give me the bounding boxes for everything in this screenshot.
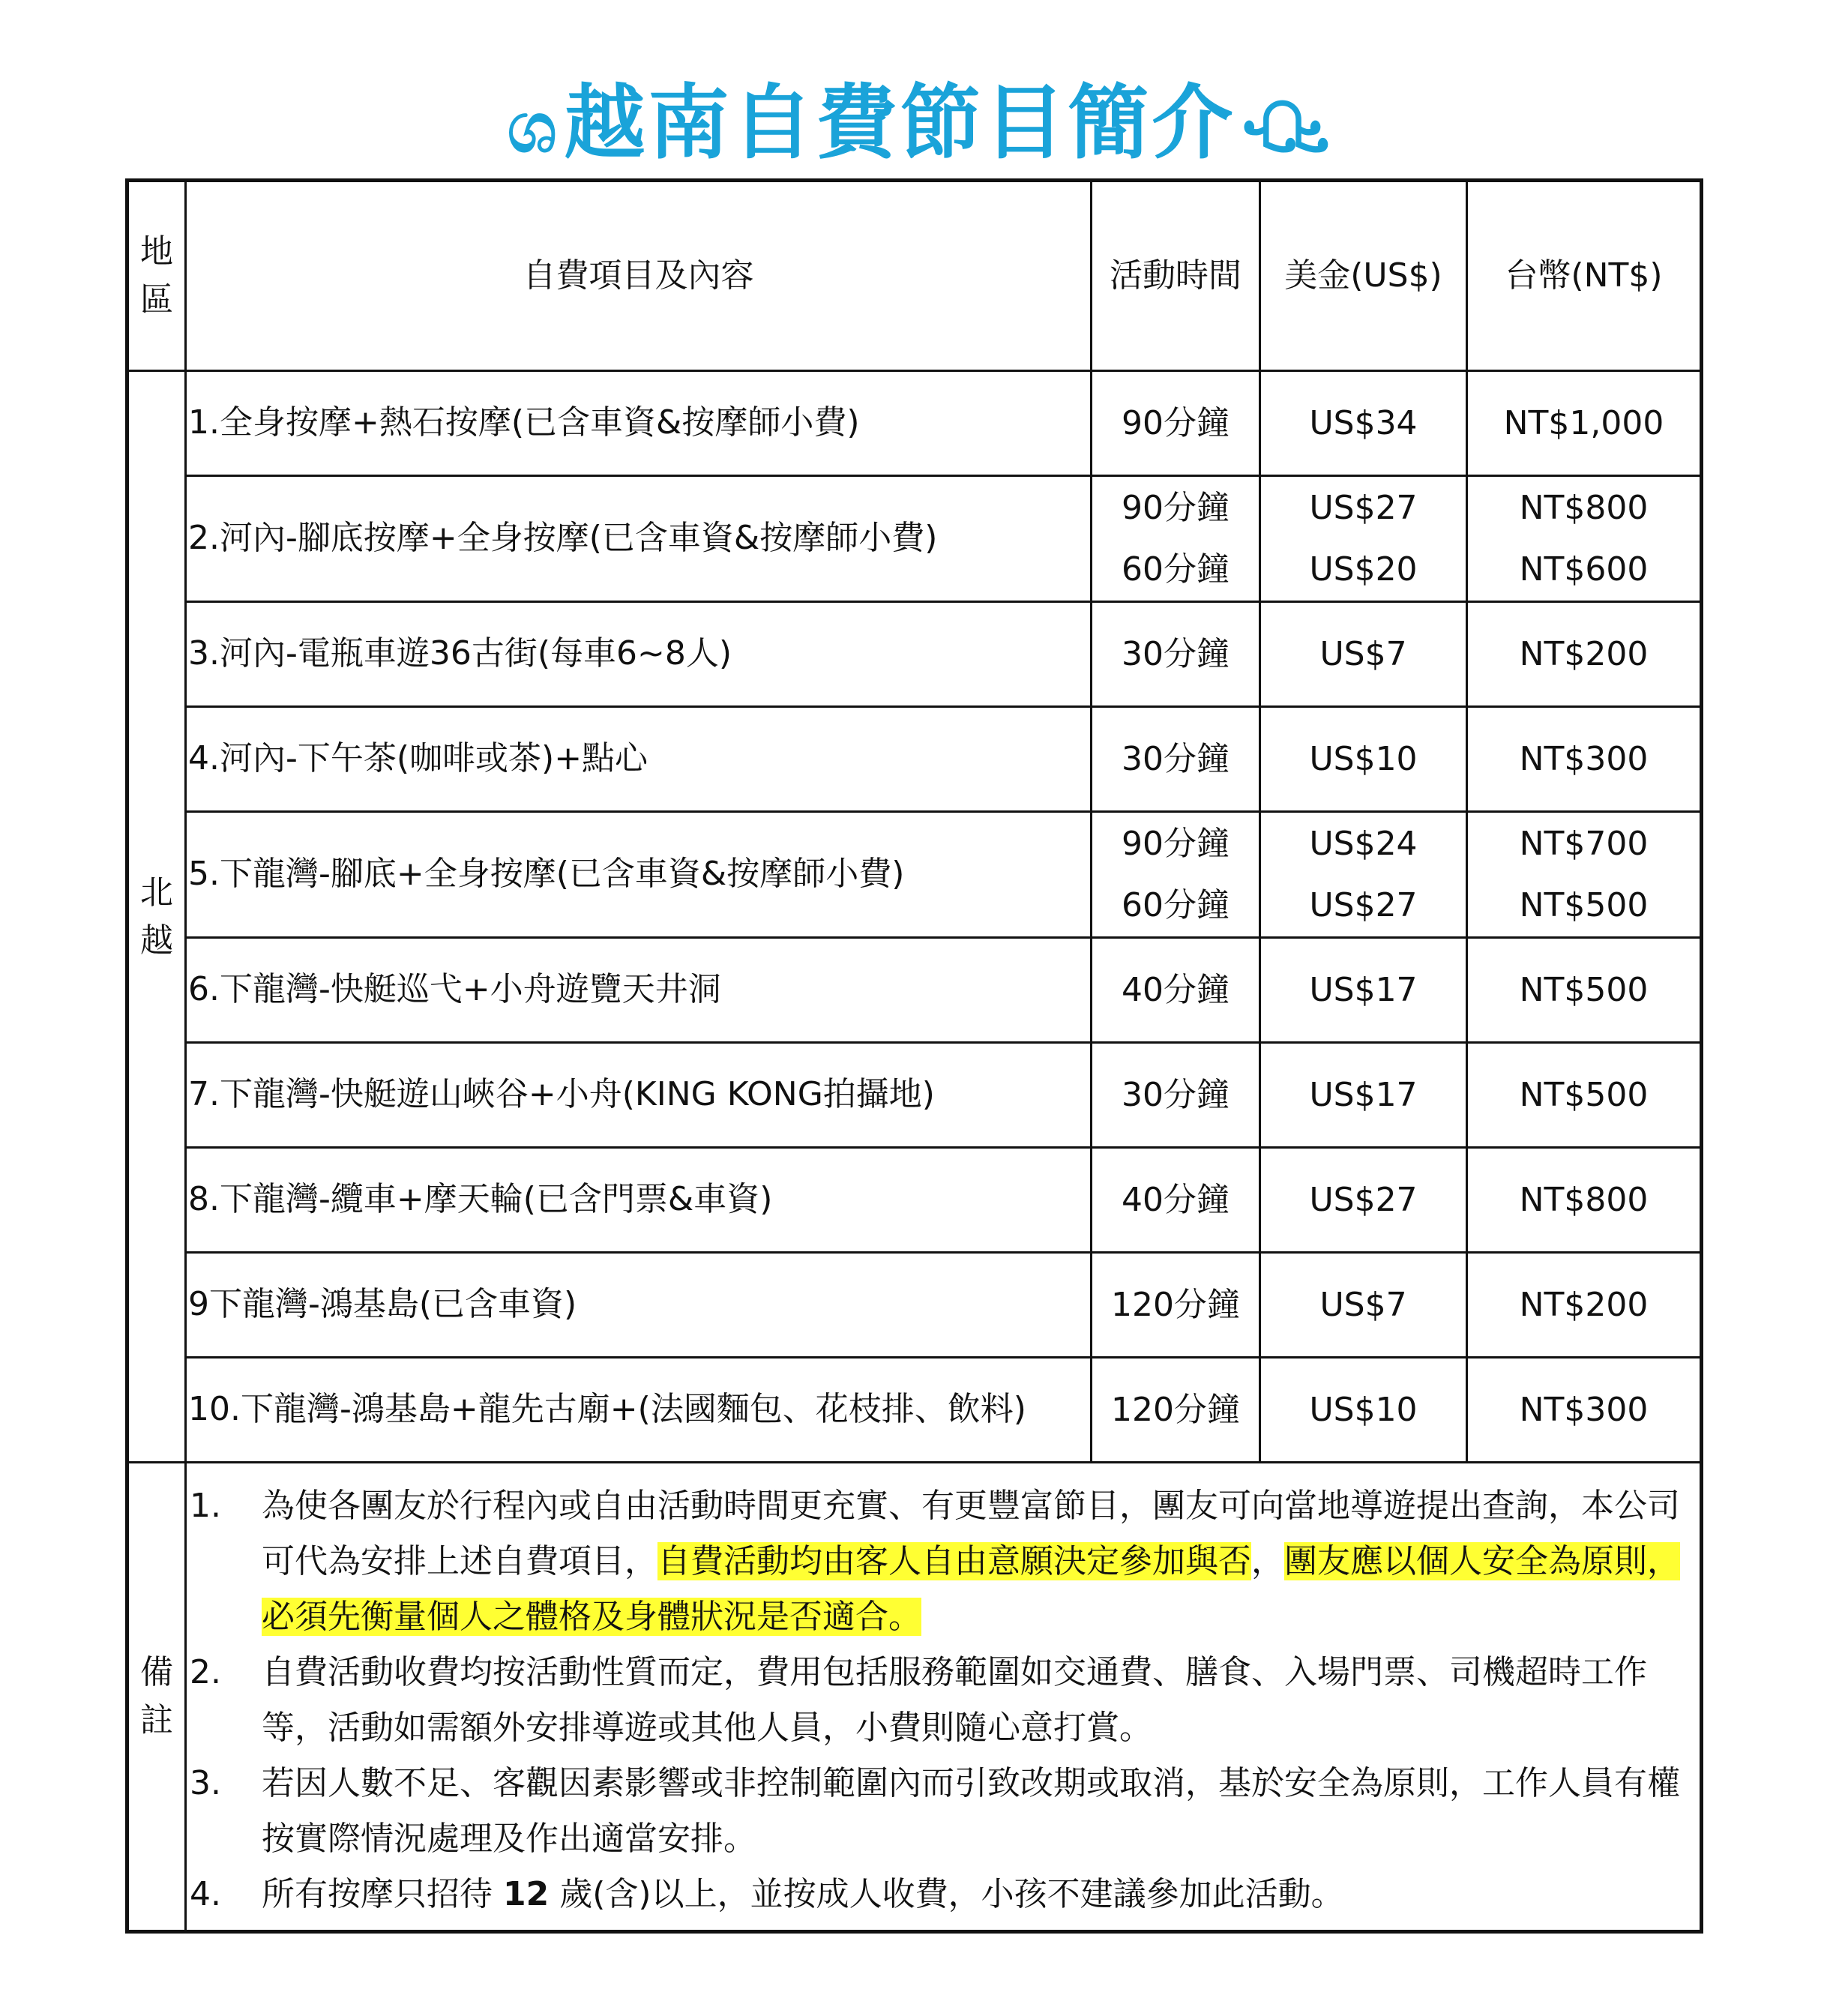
ntd-price: NT$500: [1467, 1043, 1702, 1148]
usd-price: US$7: [1260, 602, 1467, 707]
item-name: 2.河內-腳底按摩+全身按摩(已含車資&按摩師小費): [186, 476, 1092, 602]
ntd-price: NT$200: [1467, 1253, 1702, 1358]
note-index: 4.: [190, 1875, 221, 1913]
table-row: [127, 1253, 1702, 1358]
note-text: 為使各團友於行程內或自由活動時間更充實、有更豐富節目，團友可向當地導遊提出查詢，本公司可代為安排上述自費項目，: [262, 1487, 1680, 1580]
header-duration: 活動時間: [1092, 181, 1260, 371]
notes-row: [127, 1463, 1702, 1932]
usd-price: US$27 US$20: [1260, 476, 1467, 602]
duration: 90分鐘: [1092, 371, 1260, 476]
usd-price: US$10: [1260, 707, 1467, 812]
item-name: 6.下龍灣-快艇巡弋+小舟遊覽天井洞: [186, 938, 1092, 1043]
note-text: 所有按摩只招待: [262, 1875, 493, 1913]
item-name: 7.下龍灣-快艇遊山峽谷+小舟(KING KONG拍攝地): [186, 1043, 1092, 1148]
usd-price: US$17: [1260, 1043, 1467, 1148]
usd-price: US$7: [1260, 1253, 1467, 1358]
ntd-price: NT$300: [1467, 1358, 1702, 1463]
note-index: 2.: [190, 1653, 221, 1691]
notes-label: 備註: [140, 1653, 173, 1739]
duration: 40分鐘: [1092, 1148, 1260, 1253]
item-name: 8.下龍灣-纜車+摩天輪(已含門票&車資): [186, 1148, 1092, 1253]
title-text: 越南自費節目簡介: [564, 76, 1236, 170]
note-index: 1.: [190, 1487, 221, 1525]
ntd-price: NT$500: [1467, 938, 1702, 1043]
item-name: 9下龍灣-鴻基島(已含車資): [186, 1253, 1092, 1358]
duration: 120分鐘: [1092, 1358, 1260, 1463]
note-age: 12: [503, 1875, 550, 1913]
page-title: [0, 71, 1842, 181]
price-table: [125, 178, 1703, 1934]
region-cell: [127, 371, 186, 1463]
table-row: [127, 371, 1702, 476]
note-highlight: 自費活動均由客人自由意願決定參加與否: [657, 1542, 1251, 1580]
left-ornament-icon: ශ: [507, 88, 560, 169]
ntd-price: NT$1,000: [1467, 371, 1702, 476]
region-name: 北越: [140, 873, 173, 960]
note-4: [190, 1867, 1685, 1922]
note-index: 3.: [190, 1764, 221, 1802]
header-ntd: 台幣(NT$): [1467, 181, 1702, 371]
item-name: 1.全身按摩+熱石按摩(已含車資&按摩師小費): [186, 371, 1092, 476]
table-row: [127, 1358, 1702, 1463]
usd-price: US$24 US$27: [1260, 812, 1467, 938]
notes-label-cell: [127, 1463, 186, 1932]
right-ornament-icon: ꘐ: [1240, 88, 1335, 169]
table-row: [127, 1043, 1702, 1148]
item-name: 3.河內-電瓶車遊36古街(每車6~8人): [186, 602, 1092, 707]
table-row: [127, 476, 1702, 602]
header-region: 地區: [127, 181, 186, 371]
note-text: 若因人數不足、客觀因素影響或非控制範圍內而引致改期或取消，基於安全為原則，工作人員有權按實際情況處理及作出適當安排。: [262, 1764, 1680, 1858]
duration: 40分鐘: [1092, 938, 1260, 1043]
usd-price: US$10: [1260, 1358, 1467, 1463]
table-row: [127, 707, 1702, 812]
note-3: [190, 1756, 1685, 1867]
note-text: 自費活動收費均按活動性質而定，費用包括服務範圍如交通費、膳食、入場門票、司機超時工作等，活動如需額外安排導遊或其他人員，小費則隨心意打賞。: [262, 1653, 1647, 1747]
note-text: 歲(含)以上，並按成人收費，小孩不建議參加此活動。: [559, 1875, 1344, 1913]
table-row: [127, 812, 1702, 938]
table-row: [127, 1148, 1702, 1253]
ntd-price: NT$800: [1467, 1148, 1702, 1253]
note-separator: ，: [1251, 1542, 1284, 1580]
duration: 30分鐘: [1092, 1043, 1260, 1148]
header-item: 自費項目及內容: [186, 181, 1092, 371]
ntd-price: NT$700 NT$500: [1467, 812, 1702, 938]
notes-cell: [186, 1463, 1702, 1932]
duration: 90分鐘 60分鐘: [1092, 476, 1260, 602]
ntd-price: NT$300: [1467, 707, 1702, 812]
duration: 30分鐘: [1092, 707, 1260, 812]
usd-price: US$17: [1260, 938, 1467, 1043]
item-name: 5.下龍灣-腳底+全身按摩(已含車資&按摩師小費): [186, 812, 1092, 938]
item-name: 4.河內-下午茶(咖啡或茶)+點心: [186, 707, 1092, 812]
duration: 90分鐘 60分鐘: [1092, 812, 1260, 938]
ntd-price: NT$200: [1467, 602, 1702, 707]
usd-price: US$34: [1260, 371, 1467, 476]
table-header-row: [127, 181, 1702, 371]
note-highlight: 團友應以個人安全為原則，必須先衡量個人之體格及身體狀況是否適合。: [262, 1542, 1680, 1636]
header-usd: 美金(US$): [1260, 181, 1467, 371]
note-1: [190, 1478, 1685, 1645]
note-2: [190, 1645, 1685, 1756]
item-name: 10.下龍灣-鴻基島+龍先古廟+(法國麵包、花枝排、飲料): [186, 1358, 1092, 1463]
duration: 120分鐘: [1092, 1253, 1260, 1358]
duration: 30分鐘: [1092, 602, 1260, 707]
usd-price: US$27: [1260, 1148, 1467, 1253]
table-row: [127, 602, 1702, 707]
ntd-price: NT$800 NT$600: [1467, 476, 1702, 602]
table-row: [127, 938, 1702, 1043]
